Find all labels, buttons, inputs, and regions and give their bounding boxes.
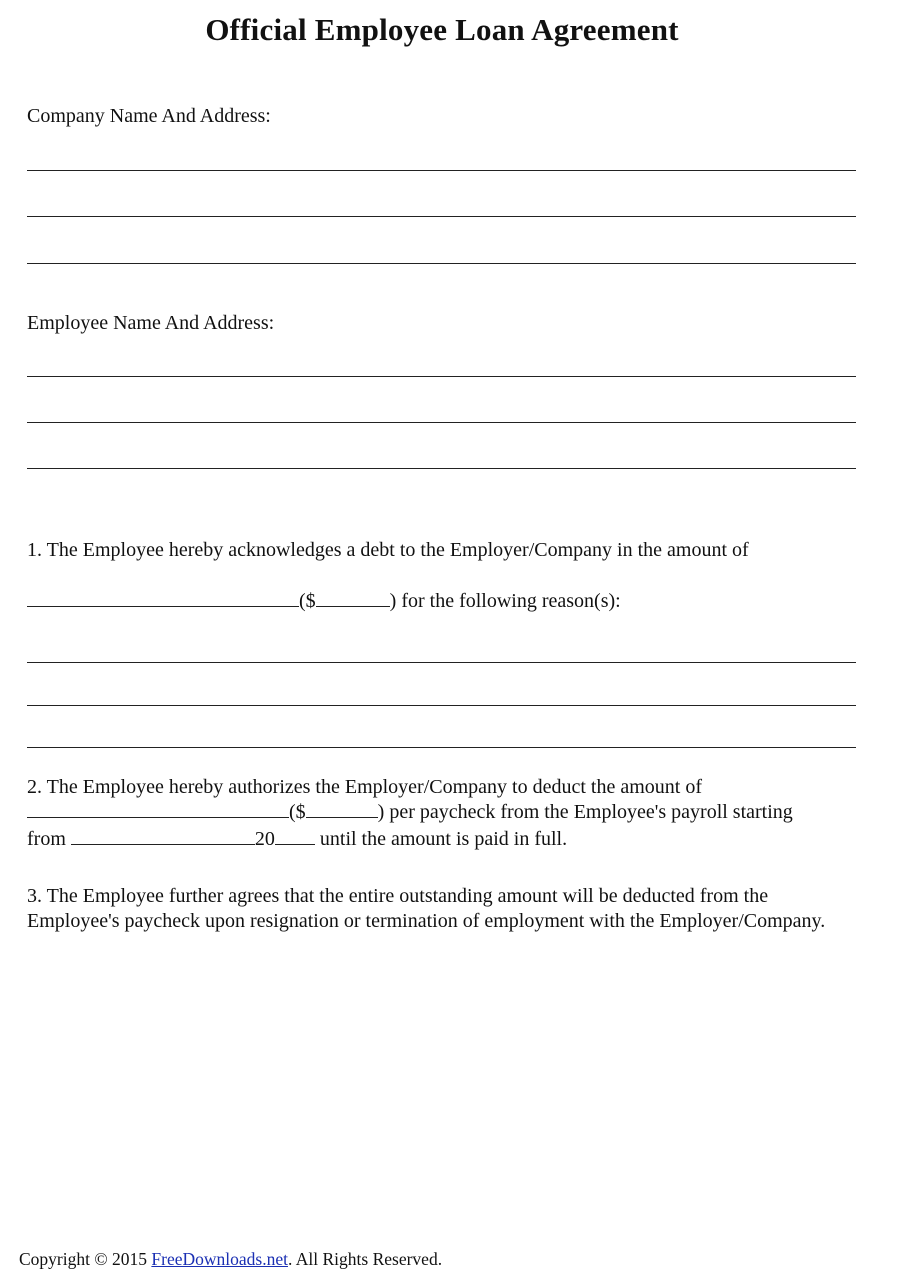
copyright-suffix: . All Rights Reserved. — [287, 1249, 443, 1269]
company-name-address-label: Company Name And Address: — [27, 105, 271, 127]
start-year-blank[interactable] — [275, 827, 315, 845]
company-address-line-2[interactable] — [27, 216, 856, 217]
clause-2-amount-line — [27, 800, 857, 825]
employee-address-line-3[interactable] — [27, 468, 856, 469]
reason-line-3[interactable] — [27, 747, 856, 748]
clause-2-year-prefix: 20 — [254, 828, 275, 850]
clause-2-amount-number-blank[interactable] — [306, 800, 378, 818]
reason-line-2[interactable] — [27, 705, 856, 706]
employee-name-address-label: Employee Name And Address: — [27, 312, 275, 334]
clause-1-paren-open: ($ — [299, 590, 316, 612]
clause-2-date-line — [27, 827, 857, 852]
employee-address-line-2[interactable] — [27, 422, 856, 423]
clause-2-tail: ) per paycheck from the Employee's payroll starting — [377, 801, 793, 823]
clause-1-amount-words-blank[interactable] — [27, 589, 299, 607]
clause-2-amount-words-blank[interactable] — [27, 800, 289, 818]
freedownloads-link[interactable]: FreeDownloads.net — [151, 1249, 288, 1269]
company-address-line-1[interactable] — [27, 170, 856, 171]
clause-1-amount-line — [27, 589, 857, 614]
clause-2-from: from — [27, 828, 66, 850]
clause-1-amount-number-blank[interactable] — [316, 589, 390, 607]
clause-2-paren-open: ($ — [289, 801, 306, 823]
clause-3-text: 3. The Employee further agrees that the entire outstanding amount will be deducted from the Employee's paycheck upon resignation or termination of employment with the Employer/Company. — [27, 885, 826, 932]
copyright-footer — [19, 1249, 442, 1270]
clause-1-text: 1. The Employee hereby acknowledges a debt to the Employer/Company in the amount of — [27, 539, 749, 561]
copyright-prefix: Copyright © 2015 — [19, 1249, 152, 1269]
clause-1-tail: ) for the following reason(s): — [389, 590, 621, 612]
clause-2-text: 2. The Employee hereby authorizes the Employer/Company to deduct the amount of — [27, 776, 702, 798]
start-date-blank[interactable] — [71, 827, 255, 845]
document-title: Official Employee Loan Agreement — [205, 12, 679, 47]
clause-2-until: until the amount is paid in full. — [319, 828, 568, 850]
employee-address-line-1[interactable] — [27, 376, 856, 377]
reason-line-1[interactable] — [27, 662, 856, 663]
company-address-line-3[interactable] — [27, 263, 856, 264]
